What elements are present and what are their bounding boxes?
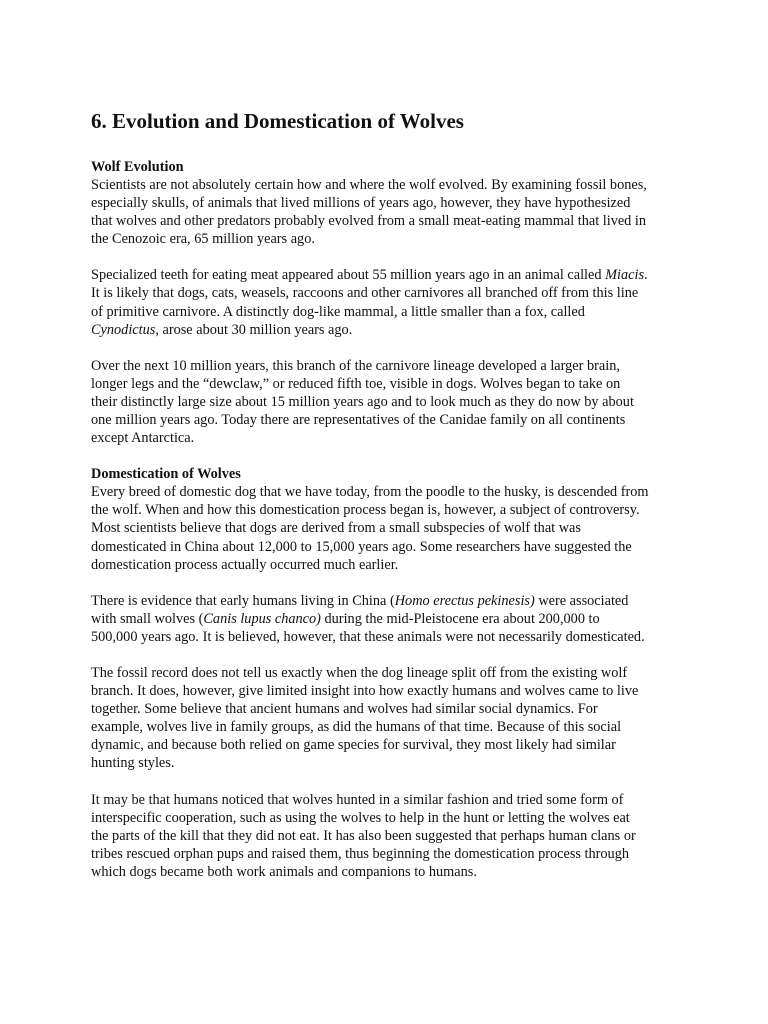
text-line	[91, 266, 691, 284]
text-line: the parts of the kill that they did not eat. It has also been suggested that perhaps human clans or	[91, 827, 636, 844]
text-line: the Cenozoic era, 65 million years ago.	[91, 231, 315, 248]
paragraph	[91, 483, 691, 573]
text-line: Every breed of domestic dog that we have today, from the poodle to the husky, is descended from	[91, 484, 649, 501]
paragraph	[91, 266, 691, 338]
paragraph	[91, 357, 691, 447]
text-line: domestication process actually occurred much earlier.	[91, 556, 399, 573]
section-heading: Domestication of Wolves	[91, 466, 241, 483]
text-line: one million years ago. Today there are representatives of the Canidae family on all continents	[91, 412, 626, 429]
text-line: domesticated in China about 12,000 to 15,000 years ago. Some researchers have suggested the	[91, 538, 632, 555]
text-line: Over the next 10 million years, this branch of the carnivore lineage developed a larger brain,	[91, 357, 620, 374]
text-run: There is evidence that early humans living in China (	[91, 592, 395, 609]
italic-term: Canis lupus chanco)	[203, 610, 321, 627]
italic-term: Cynodictus	[91, 321, 156, 338]
section-heading: Wolf Evolution	[91, 159, 184, 175]
text-run: with small wolves (	[91, 610, 204, 627]
text-line: longer legs and the “dewclaw,” or reduced fifth toe, visible in dogs. Wolves began to take on	[91, 375, 621, 392]
section-domestication-of-wolves	[91, 465, 691, 881]
text-run: .	[644, 267, 648, 284]
text-line: branch. It does, however, give limited insight into how exactly humans and wolves came to live	[91, 683, 639, 700]
text-line: tribes rescued orphan pups and raised them, thus beginning the domestication process through	[91, 845, 629, 862]
text-line: 500,000 years ago. It is believed, however, that these animals were not necessarily domesticated.	[91, 628, 645, 645]
document-page	[91, 106, 691, 899]
text-line: the wolf. When and how this domestication process began is, however, a subject of controversy.	[91, 502, 640, 519]
text-line: The fossil record does not tell us exactly when the dog lineage split off from the existing wolf	[91, 664, 628, 681]
paragraph	[91, 664, 691, 773]
page-title: 6. Evolution and Domestication of Wolves	[91, 109, 464, 133]
text-run: Specialized teeth for eating meat appeared about 55 million years ago in an animal called	[91, 267, 606, 284]
text-line: which dogs became both work animals and companions to humans.	[91, 863, 477, 880]
text-line: It is likely that dogs, cats, weasels, raccoons and other carnivores all branched off from this line	[91, 285, 639, 302]
text-line: together. Some believe that ancient humans and wolves had similar social dynamics. For	[91, 701, 598, 718]
text-line	[91, 321, 691, 339]
text-line: their distinctly large size about 15 million years ago and to look much as they do now by about	[91, 393, 634, 410]
text-run: were associated	[534, 592, 629, 609]
text-line: especially skulls, of animals that lived millions of years ago, however, they have hypothesized	[91, 195, 631, 212]
text-line	[91, 592, 691, 610]
text-line: Scientists are not absolutely certain how and where the wolf evolved. By examining fossil bones,	[91, 177, 647, 193]
italic-term: Homo erectus pekinesis)	[394, 592, 535, 609]
text-line: example, wolves live in family groups, as did the humans of that time. Because of this social	[91, 719, 622, 736]
text-line: Most scientists believe that dogs are derived from a small subspecies of wolf that was	[91, 520, 581, 537]
text-run: during the mid-Pleistocene era about 200,000 to	[320, 610, 600, 627]
paragraph	[91, 791, 691, 881]
paragraph	[91, 176, 691, 248]
text-line: dynamic, and because both relied on game species for survival, they most likely had similar	[91, 737, 616, 754]
text-line: hunting styles.	[91, 755, 175, 772]
text-line: of primitive carnivore. A distinctly dog-like mammal, a little smaller than a fox, called	[91, 303, 585, 320]
text-line: that wolves and other predators probably evolved from a small meat-eating mammal that lived in	[91, 213, 647, 230]
text-line: interspecific cooperation, such as using the wolves to help in the hunt or letting the wolves eat	[91, 809, 630, 826]
italic-term: Miacis	[605, 267, 645, 284]
text-line	[91, 610, 691, 628]
section-wolf-evolution	[91, 158, 691, 447]
text-run: , arose about 30 million years ago.	[155, 321, 353, 338]
text-line: It may be that humans noticed that wolves hunted in a similar fashion and tried some form of	[91, 791, 624, 808]
text-line: except Antarctica.	[91, 430, 195, 447]
paragraph	[91, 592, 691, 646]
